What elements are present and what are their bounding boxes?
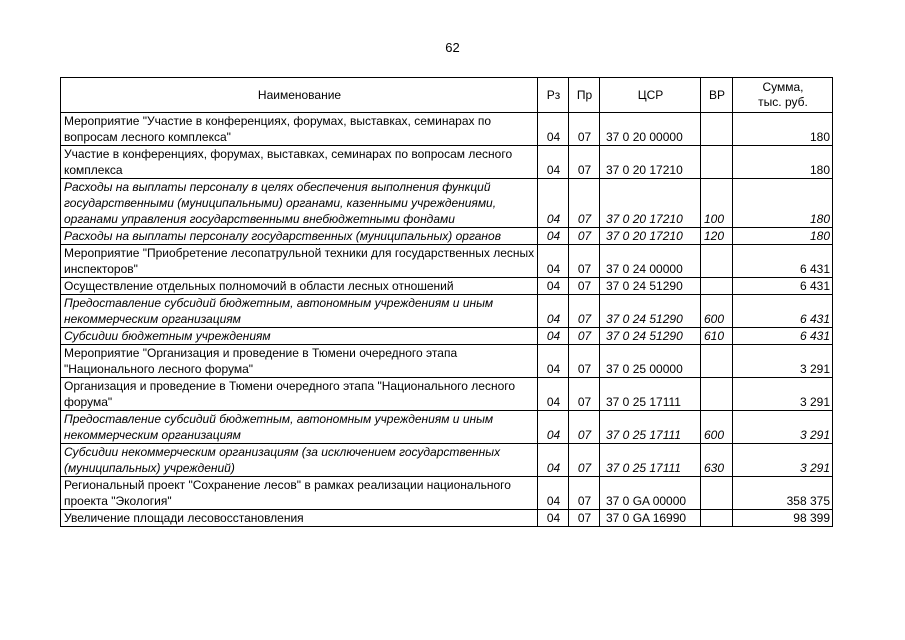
- row-vr: 610: [701, 328, 733, 345]
- row-pr: 07: [569, 510, 600, 527]
- table-row: [61, 328, 833, 345]
- row-vr: [701, 278, 733, 295]
- row-pr: 07: [569, 477, 600, 510]
- row-vr: [701, 510, 733, 527]
- row-pr: 07: [569, 295, 600, 328]
- row-pr: 07: [569, 113, 600, 146]
- row-name: Субсидии некоммерческим организациям (за исключением государственных (муниципальных) учреждений): [61, 444, 538, 477]
- row-sum: 3 291: [733, 378, 833, 411]
- table-row: [61, 179, 833, 228]
- budget-table: [60, 77, 833, 527]
- row-rz: 04: [538, 278, 569, 295]
- row-rz: 04: [538, 146, 569, 179]
- row-csr: 37 0 20 00000: [600, 113, 701, 146]
- row-name: Предоставление субсидий бюджетным, автономным учреждениям и иным некоммерческим организациям: [61, 295, 538, 328]
- row-pr: 07: [569, 378, 600, 411]
- row-pr: 07: [569, 179, 600, 228]
- table-row: [61, 113, 833, 146]
- row-name: Мероприятие "Организация и проведение в Тюмени очередного этапа "Национального лесного форума": [61, 345, 538, 378]
- row-rz: 04: [538, 510, 569, 527]
- row-sum: 6 431: [733, 245, 833, 278]
- row-sum: 6 431: [733, 328, 833, 345]
- row-vr: 600: [701, 295, 733, 328]
- row-sum: 180: [733, 146, 833, 179]
- table-row: [61, 295, 833, 328]
- row-name: Участие в конференциях, форумах, выставках, семинарах по вопросам лесного комплекса: [61, 146, 538, 179]
- row-csr: 37 0 25 00000: [600, 345, 701, 378]
- row-rz: 04: [538, 444, 569, 477]
- row-csr: 37 0 20 17210: [600, 228, 701, 245]
- row-sum: 6 431: [733, 278, 833, 295]
- row-name: Увеличение площади лесовосстановления: [61, 510, 538, 527]
- row-name: Расходы на выплаты персоналу государственных (муниципальных) органов: [61, 228, 538, 245]
- row-pr: 07: [569, 245, 600, 278]
- row-rz: 04: [538, 228, 569, 245]
- row-pr: 07: [569, 278, 600, 295]
- row-vr: 630: [701, 444, 733, 477]
- row-sum: 6 431: [733, 295, 833, 328]
- row-vr: [701, 477, 733, 510]
- row-csr: 37 0 20 17210: [600, 146, 701, 179]
- row-sum: 3 291: [733, 411, 833, 444]
- row-csr: 37 0 20 17210: [600, 179, 701, 228]
- table-row: [61, 228, 833, 245]
- row-vr: 600: [701, 411, 733, 444]
- header-sum: Сумма, тыс. руб.: [733, 78, 833, 113]
- header-rz: Рз: [538, 78, 569, 113]
- page-number: 62: [445, 40, 460, 55]
- row-rz: 04: [538, 345, 569, 378]
- row-sum: 180: [733, 179, 833, 228]
- row-csr: 37 0 GA 00000: [600, 477, 701, 510]
- table-row: [61, 477, 833, 510]
- row-vr: 100: [701, 179, 733, 228]
- row-pr: 07: [569, 228, 600, 245]
- row-rz: 04: [538, 113, 569, 146]
- table-row: [61, 444, 833, 477]
- row-sum: 180: [733, 228, 833, 245]
- table-row: [61, 245, 833, 278]
- row-rz: 04: [538, 411, 569, 444]
- table-row: [61, 146, 833, 179]
- row-sum: 3 291: [733, 444, 833, 477]
- table-header-row: [61, 78, 833, 113]
- row-pr: 07: [569, 328, 600, 345]
- header-csr: ЦСР: [600, 78, 701, 113]
- header-name: Наименование: [61, 78, 538, 113]
- row-name: Мероприятие "Приобретение лесопатрульной техники для государственных лесных инспекторов": [61, 245, 538, 278]
- row-name: Осуществление отдельных полномочий в области лесных отношений: [61, 278, 538, 295]
- row-csr: 37 0 25 17111: [600, 411, 701, 444]
- row-name: Предоставление субсидий бюджетным, автономным учреждениям и иным некоммерческим организациям: [61, 411, 538, 444]
- header-vr: ВР: [701, 78, 733, 113]
- header-pr: Пр: [569, 78, 600, 113]
- row-name: Субсидии бюджетным учреждениям: [61, 328, 538, 345]
- row-csr: 37 0 24 00000: [600, 245, 701, 278]
- row-pr: 07: [569, 345, 600, 378]
- row-name: Расходы на выплаты персоналу в целях обеспечения выполнения функций государственными (муниципальными) органами, казенными учреждениями, органами управления государственными внебюджетными фондами: [61, 179, 538, 228]
- table-body: [61, 113, 833, 527]
- table-row: [61, 510, 833, 527]
- table-row: [61, 278, 833, 295]
- row-sum: 3 291: [733, 345, 833, 378]
- row-sum: 358 375: [733, 477, 833, 510]
- row-rz: 04: [538, 378, 569, 411]
- row-vr: [701, 378, 733, 411]
- row-csr: 37 0 24 51290: [600, 295, 701, 328]
- row-pr: 07: [569, 444, 600, 477]
- row-vr: [701, 245, 733, 278]
- row-csr: 37 0 25 17111: [600, 444, 701, 477]
- row-sum: 180: [733, 113, 833, 146]
- row-pr: 07: [569, 411, 600, 444]
- row-vr: [701, 345, 733, 378]
- row-csr: 37 0 25 17111: [600, 378, 701, 411]
- row-rz: 04: [538, 328, 569, 345]
- table-row: [61, 411, 833, 444]
- row-pr: 07: [569, 146, 600, 179]
- row-rz: 04: [538, 295, 569, 328]
- row-vr: [701, 146, 733, 179]
- row-csr: 37 0 24 51290: [600, 328, 701, 345]
- row-sum: 98 399: [733, 510, 833, 527]
- row-name: Мероприятие "Участие в конференциях, форумах, выставках, семинарах по вопросам лесного комплекса": [61, 113, 538, 146]
- row-csr: 37 0 GA 16990: [600, 510, 701, 527]
- row-name: Организация и проведение в Тюмени очередного этапа "Национального лесного форума": [61, 378, 538, 411]
- row-vr: 120: [701, 228, 733, 245]
- table-row: [61, 345, 833, 378]
- row-vr: [701, 113, 733, 146]
- table-row: [61, 378, 833, 411]
- row-csr: 37 0 24 51290: [600, 278, 701, 295]
- row-name: Региональный проект "Сохранение лесов" в рамках реализации национального проекта "Экология": [61, 477, 538, 510]
- row-rz: 04: [538, 179, 569, 228]
- row-rz: 04: [538, 245, 569, 278]
- row-rz: 04: [538, 477, 569, 510]
